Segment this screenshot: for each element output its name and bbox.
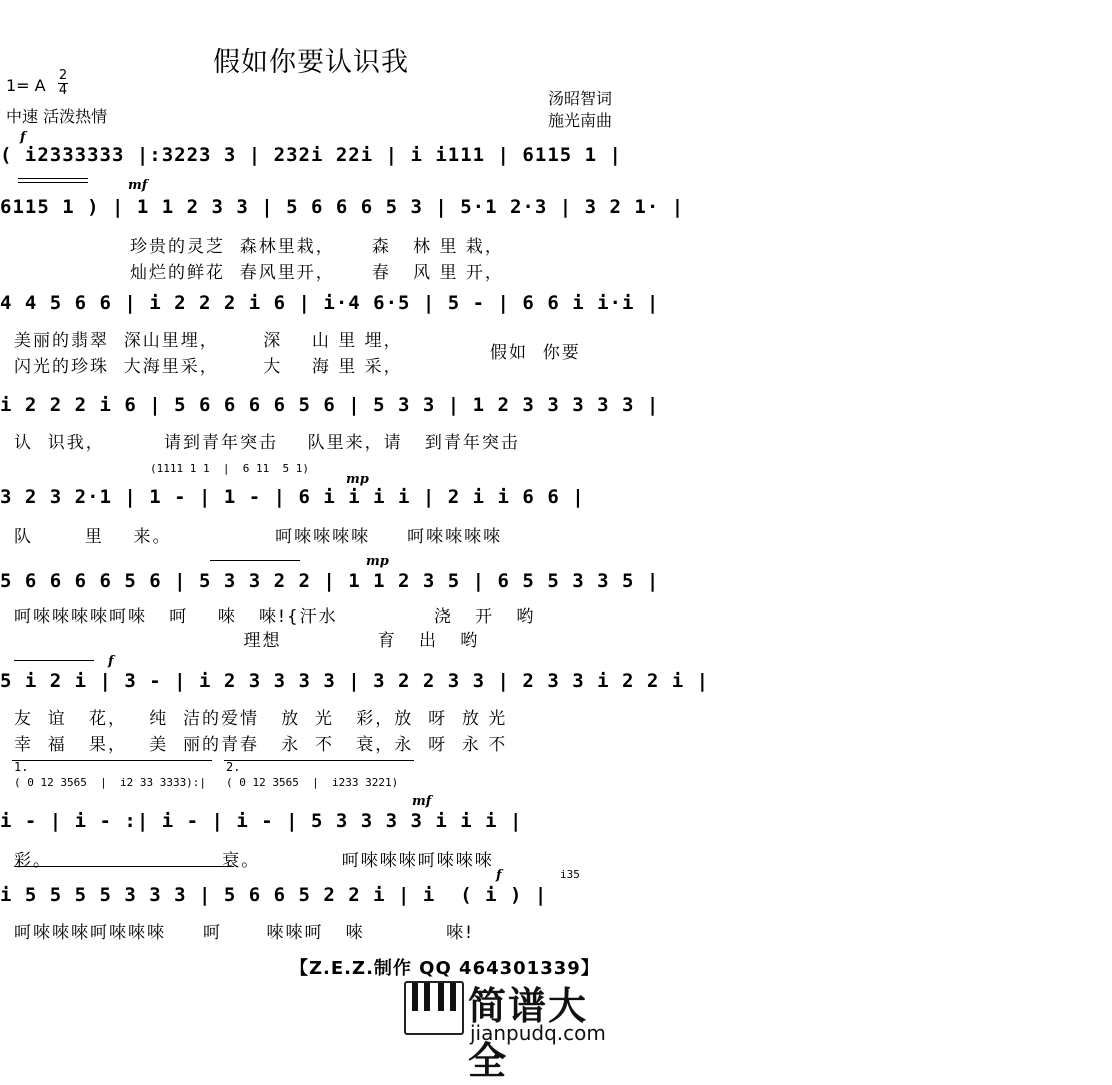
chorus-lead-lyric: 假如 你要 <box>490 343 581 363</box>
notation-line: 6115 1 ) | 1 1 2 3 3 | 5 6 6 6 5 3 | 5·1 2·3 | 3 2 1· | <box>0 196 685 218</box>
dynamic-mark: mp <box>346 472 369 487</box>
dynamic-mark: f <box>20 130 26 145</box>
notation-line: i - | i - :| i - | i - | 5 3 3 3 3 i i i | <box>0 810 523 832</box>
volta-1-label: 1. <box>14 760 29 774</box>
lyric-line-1: 友 谊 花， 纯 洁的爱情 放 光 彩，放 呀 放 光 <box>14 709 508 729</box>
lyric-line-2: 闪光的珍珠 大海里采， 大 海 里 采， <box>14 357 403 377</box>
lyric-line-1: 彩。 衰。 呵唻唻唻呵唻唻唻 <box>14 851 494 871</box>
song-title: 假如你要认识我 <box>213 47 409 78</box>
lyric-line-1: 呵唻唻唻呵唻唻唻 呵 唻唻呵 唻 唻! <box>14 923 474 943</box>
score-system-7 <box>0 654 710 774</box>
accompaniment-small: (1111 1 1 | 6 11 5 1) <box>150 462 309 475</box>
logo-url: jianpudq.com <box>470 1021 606 1045</box>
notation-line: 5 6 6 6 6 5 6 | 5 3 3 2 2 | 1 1 2 3 5 | 6 5 5 3 3 5 | <box>0 570 660 592</box>
dynamic-mark: mp <box>366 554 389 569</box>
notation-line: 3 2 3 2·1 | 1 - | 1 - | 6 i i i i | 2 i i 6 6 | <box>0 486 585 508</box>
score-system-2 <box>0 178 685 298</box>
key-signature: 1= A <box>6 76 46 95</box>
footer-credit: 【Z.E.Z.制作 QQ 464301339】 <box>290 958 600 979</box>
volta-2-label: 2. <box>226 760 241 774</box>
lyric-line-1: 美丽的翡翠 深山里埋， 深 山 里 埋， <box>14 331 403 351</box>
lyric-line-1: 呵唻唻唻唻呵唻 呵 唻 唻!{汗水 浇 开 哟 <box>14 607 536 627</box>
lyric-line-2: 理想 育 出 哟 <box>14 631 480 651</box>
tempo-marking: 中速 活泼热情 <box>6 107 108 126</box>
lyric-line-1: 认 识我， 请到青年突击 队里来，请 到青年突击 <box>14 433 520 453</box>
lyric-line-1: 珍贵的灵芝 森林里栽， 森 林 里 栽， <box>130 237 504 257</box>
score-system-8 <box>0 760 622 880</box>
lyric-line-2: 灿烂的鲜花 春风里开， 春 风 里 开， <box>130 263 504 283</box>
lyric-line-2: 幸 福 果， 美 丽的青春 永 不 衰，永 呀 永 不 <box>14 735 508 755</box>
time-signature <box>58 70 68 97</box>
dynamic-mark: f <box>108 654 114 669</box>
site-logo <box>398 975 618 1083</box>
time-sig-bottom: 4 <box>58 83 68 98</box>
time-sig-top: 2 <box>58 68 68 83</box>
dynamic-mark: f <box>496 868 502 883</box>
accompaniment-small-2: ( 0 12 3565 | i233 3221) <box>226 776 399 789</box>
notation-line: 4 4 5 6 6 | i 2 2 2 i 6 | i·4 6·5 | 5 - | 6 6 i i·i | <box>0 292 660 314</box>
notation-line: i 5 5 5 5 3 3 3 | 5 6 6 5 2 2 i | i ( i ) | <box>0 884 548 906</box>
dynamic-mark: mf <box>412 794 432 809</box>
logo-name: 简谱大全 <box>468 984 589 1083</box>
composer-credit: 施光南曲 <box>547 111 612 130</box>
notation-line: ( i2333333 |:3223 3 | 232i 22i | i i111 | 6115 1 | <box>0 144 622 166</box>
lyric-line-1: 队 里 来。 呵唻唻唻唻 呵唻唻唻唻 <box>14 527 503 547</box>
notation-line: 5 i 2 i | 3 - | i 2 3 3 3 3 | 3 2 2 3 3 | 2 3 3 i 2 2 i | <box>0 670 710 692</box>
lyricist-credit: 汤昭智词 <box>547 89 612 108</box>
notation-line: i 2 2 2 i 6 | 5 6 6 6 6 5 6 | 5 3 3 | 1 2 3 3 3 3 3 | <box>0 394 660 416</box>
piano-icon <box>404 981 464 1035</box>
dynamic-mark: mf <box>128 178 148 193</box>
grace-notes: i35 <box>560 868 580 881</box>
accompaniment-small-1: ( 0 12 3565 | i2 33 3333):| <box>14 776 207 789</box>
